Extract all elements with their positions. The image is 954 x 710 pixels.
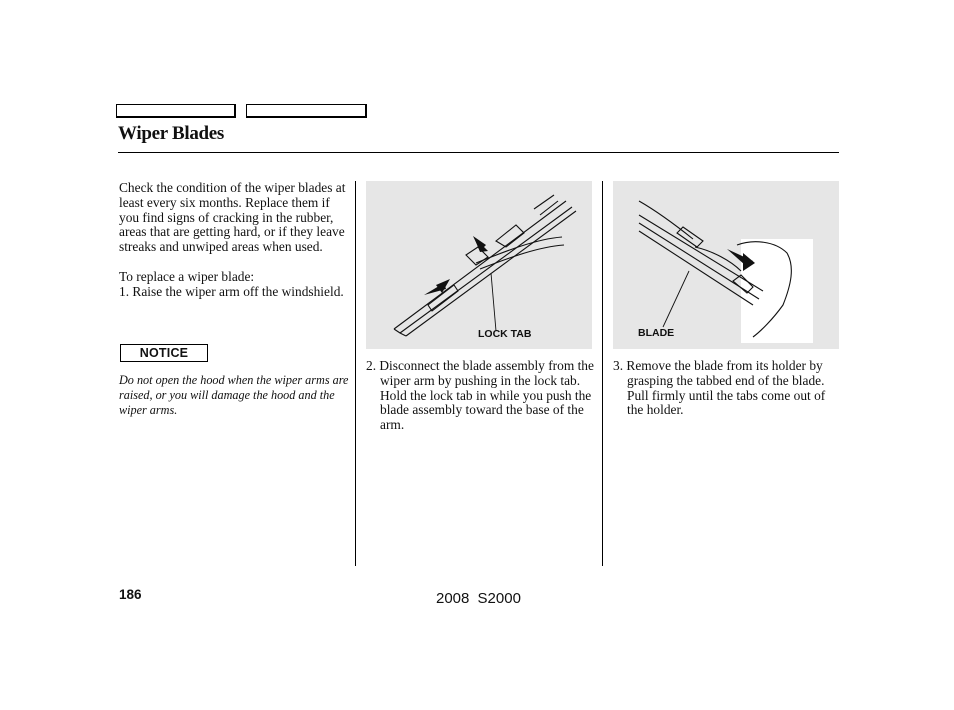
wiper-arm-drawing	[366, 181, 592, 349]
footer-model: 2008 S2000	[436, 590, 521, 607]
blade-holder-drawing	[613, 181, 839, 349]
arrow-icon	[424, 236, 488, 295]
blade-label: BLADE	[638, 327, 675, 339]
notice-badge: NOTICE	[120, 344, 208, 362]
step-2-text: 2. Disconnect the blade assembly from the wiper arm by pushing in the lock tab. Hold the lock tab in while you push the blade assembly toward the base of the arm.	[366, 358, 594, 433]
column-divider-2	[602, 181, 603, 566]
lock-tab-label: LOCK TAB	[478, 328, 532, 340]
step-1-text: 1. Raise the wiper arm off the windshield.	[119, 283, 344, 299]
lock-tab-illustration	[366, 181, 592, 349]
step-3-text: 3. Remove the blade from its holder by grasping the tabbed end of the blade. Pull firmly until the tabs come out of the holder.	[613, 358, 826, 418]
column-divider-1	[355, 181, 356, 566]
step-2-column	[366, 359, 598, 433]
intro-paragraph: Check the condition of the wiper blades at least every six months. Replace them if you find signs of cracking in the rubber, areas that are getting hard, or if they leave streaks and unwiped areas when used.	[119, 180, 346, 255]
notice-text: Do not open the hood when the wiper arms are raised, or you will damage the hood and the wiper arms.	[119, 373, 349, 417]
page-number: 186	[119, 587, 142, 602]
header-tab-1[interactable]	[116, 104, 236, 118]
title-rule	[118, 152, 839, 153]
intro-column	[119, 181, 351, 300]
intro-lead: To replace a wiper blade:	[119, 268, 255, 284]
header-tab-2[interactable]	[246, 104, 367, 118]
blade-removal-illustration	[613, 181, 839, 349]
page-title: Wiper Blades	[118, 123, 225, 144]
step-3-column	[613, 359, 843, 418]
